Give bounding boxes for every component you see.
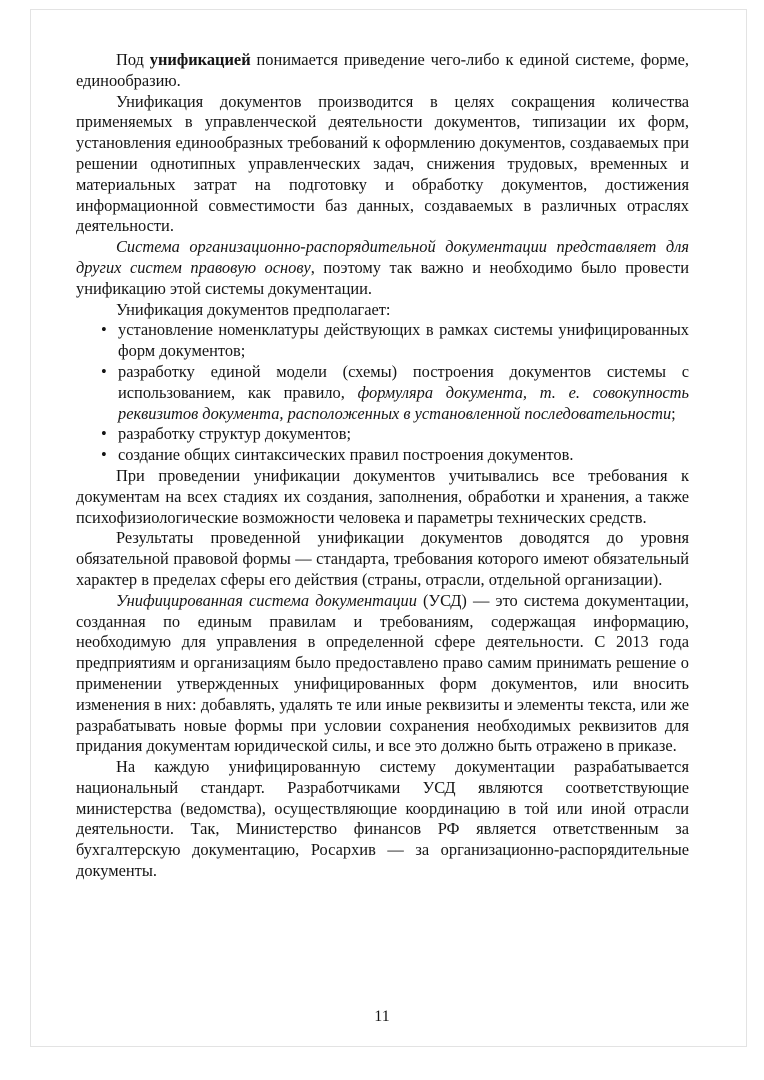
paragraph [76, 466, 689, 528]
text-segment: понимается приведение чего-либо к единой системе, форме, единообразию. [76, 50, 689, 90]
text-segment: разработку структур документов; [118, 424, 352, 444]
text-segment: формуляра документа, т. е. совокупность реквизитов документа, расположенных в установленной последовательности [118, 382, 689, 423]
text-segment: Результаты проведенной унификации документов доводятся до уровня обязательной правовой формы — стандарта, требования которого имеют обязательный характер в пределах сферы его действия (страны, отрасли, отдельной организации). [76, 528, 689, 589]
bullet-item [101, 445, 689, 466]
page-number: 11 [374, 1008, 390, 1025]
text-segment: , поэтому так важно и необходимо было провести унификацию этой системы документации. [76, 257, 689, 298]
bullet-icon: • [101, 320, 107, 340]
text-segment: ; [671, 403, 676, 423]
paragraph [76, 528, 689, 590]
text-segment: (УСД) — это система документации, созданная по единым правилам и требованиям, содержащая информацию, необходимую для управления в определенной сфере деятельности. С 2013 года предприятиям и организациям было предоставлено право самим принимать решение о применении утвержденных унифицированных форм документов, или вносить изменения в них: добавлять, удалять те или иные реквизиты и элементы текста, или же разрабатывать новые формы при условии сохранения необходимых реквизитов для придания документам юридической силы, и все это должно быть отражено в приказе. [76, 590, 689, 756]
bullet-list [76, 320, 689, 466]
paragraph [76, 50, 689, 92]
bullet-item [101, 361, 689, 424]
text-segment: Под [116, 50, 150, 69]
bullet-icon: • [101, 424, 107, 444]
bullet-icon: • [101, 361, 107, 381]
text-segment: На каждую унифицированную систему документации разрабатывается национальный стандарт. Разработчиками УСД являются соответствующие министерства (ведомства), осуществляющие координацию в той или иной отрасли деятельности. Так, Министерство финансов РФ является ответственным за бухгалтерскую документацию, Росархив — за организационно-распорядительные документы. [76, 757, 689, 881]
bullet-item [101, 320, 689, 362]
text-content [76, 50, 689, 882]
text-segment: При проведении унификации документов учитывались все требования к документам на всех стадиях их создания, заполнения, обработки и хранения, а также психофизиологические возможности человека и параметры технических средств. [76, 465, 689, 527]
paragraph [76, 92, 689, 238]
paragraph [76, 757, 689, 882]
text-segment: унификацией [149, 50, 251, 69]
text-segment: Система организационно-распорядительной документации представляет для других систем правовую основу [76, 237, 689, 277]
paragraph [76, 237, 689, 299]
text-segment: разработку единой модели (схемы) построения документов системы с использованием, как правило, [118, 361, 689, 402]
text-segment: Унификация документов предполагает: [116, 299, 391, 319]
text-segment: создание общих синтаксических правил построения документов. [118, 445, 574, 465]
paragraph [76, 591, 689, 757]
bullet-item [101, 424, 689, 445]
paragraph [76, 300, 689, 321]
text-segment: Унифицированная система документации [116, 590, 417, 610]
text-segment: Унификация документов производится в целях сокращения количества применяемых в управленческой деятельности документов, типизации их форм, установления единообразных требований к оформлению документов, создаваемых при решении однотипных управленческих задач, снижения трудовых, временных и материальных затрат на подготовку и обработку документов, достижения информационной совместимости баз данных, создаваемых в различных отраслях деятельности. [76, 91, 689, 236]
bullet-icon: • [101, 445, 107, 465]
text-segment: установление номенклатуры действующих в рамках системы унифицированных форм документов; [118, 320, 689, 361]
